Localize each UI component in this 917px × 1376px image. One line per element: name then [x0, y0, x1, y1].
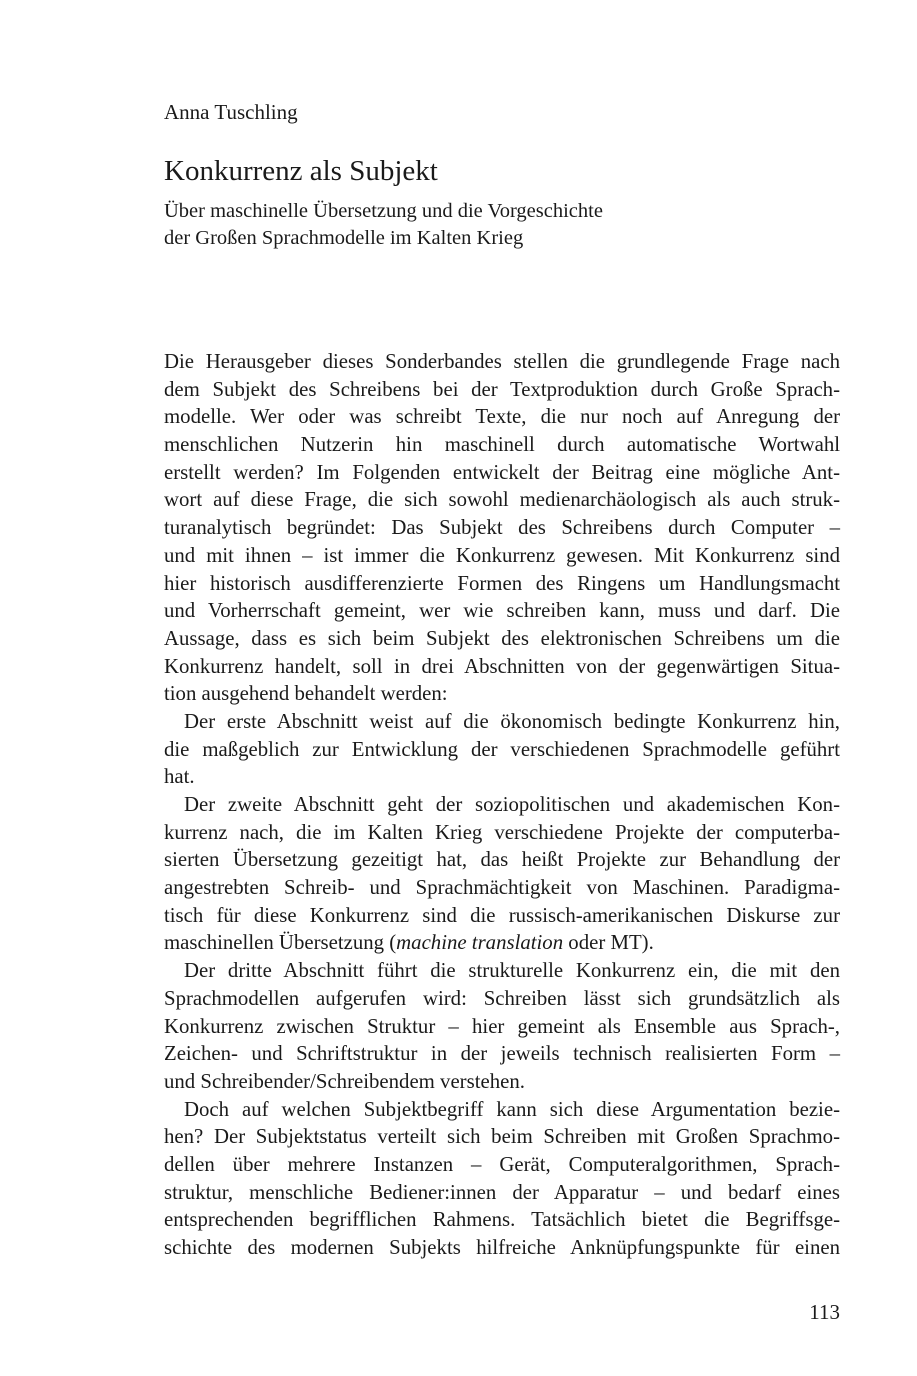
text-line: kurrenz nach, die im Kalten Krieg verschiedene Projekte der computerba-	[164, 820, 840, 844]
italic-term: machine translation	[396, 931, 564, 955]
text-line: menschlichen Nutzerin hin maschinell durch automatische Wortwahl	[164, 433, 840, 457]
author-name: Anna Tuschling	[164, 100, 298, 124]
text-line: Konkurrenz zwischen Struktur – hier gemeint als Ensemble aus Sprach-,	[164, 1014, 840, 1038]
text-line: modelle. Wer oder was schreibt Texte, die nur noch auf Anregung der	[164, 405, 840, 429]
text-line: die maßgeblich zur Entwicklung der verschiedenen Sprachmodelle geführt	[164, 737, 840, 761]
text-line: Der zweite Abschnitt geht der soziopolitischen und akademischen Kon-	[184, 793, 840, 816]
text-line: Der dritte Abschnitt führt die strukturelle Konkurrenz ein, die mit den	[184, 959, 840, 983]
text-line	[164, 929, 840, 957]
text-line: tisch für diese Konkurrenz sind die russisch-amerikanischen Diskurse zur	[164, 903, 840, 927]
text-line: erstellt werden? Im Folgenden entwickelt der Beitrag eine mögliche Ant-	[164, 460, 840, 484]
text-segment: oder MT).	[563, 931, 654, 955]
text-line: Zeichen- und Schriftstruktur in der jeweils technisch realisierten Form –	[164, 1042, 840, 1066]
text-line: hier historisch ausdifferenzierte Formen des Ringens um Handlungsmacht	[164, 571, 840, 595]
text-line: entsprechenden begrifflichen Rahmens. Tatsächlich bietet die Begriffsge-	[164, 1208, 840, 1232]
text-line: Sprachmodellen aufgerufen wird: Schreiben lässt sich grundsätzlich als	[164, 986, 840, 1010]
text-line: und Vorherrschaft gemeint, wer wie schreiben kann, muss und darf. Die	[164, 599, 840, 623]
subtitle-line: Über maschinelle Übersetzung und die Vorgeschichte	[164, 200, 603, 222]
text-line: Aussage, dass es sich beim Subjekt des elektronischen Schreibens um die	[164, 626, 840, 650]
text-line: tion ausgehend behandelt werden:	[164, 682, 448, 706]
text-line: sierten Übersetzung gezeitigt hat, das heißt Projekte zur Behandlung der	[164, 848, 840, 872]
text-line: angestrebten Schreib- und Sprachmächtigkeit von Maschinen. Paradigma-	[164, 876, 840, 900]
text-segment: maschinellen Übersetzung (	[164, 931, 397, 955]
body-text	[164, 348, 840, 1262]
text-line: wort auf diese Frage, die sich sowohl medienarchäologisch als auch struk-	[164, 488, 840, 512]
text-line: Der erste Abschnitt weist auf die ökonomisch bedingte Konkurrenz hin,	[184, 709, 840, 733]
text-line: turanalytisch begründet: Das Subjekt des Schreibens durch Computer –	[164, 516, 840, 540]
page-number: 113	[809, 1300, 840, 1324]
text-line: Doch auf welchen Subjektbegriff kann sich diese Argumentation bezie-	[184, 1097, 840, 1121]
text-line: schichte des modernen Subjekts hilfreiche Anknüpfungspunkte für einen	[164, 1236, 840, 1259]
chapter-subtitle	[164, 198, 603, 252]
text-line: dem Subjekt des Schreibens bei der Textproduktion durch Große Sprach-	[164, 377, 840, 401]
text-line: Die Herausgeber dieses Sonderbandes stellen die grundlegende Frage nach	[164, 350, 840, 373]
subtitle-line: der Großen Sprachmodelle im Kalten Krieg	[164, 227, 524, 249]
text-line: und mit ihnen – ist immer die Konkurrenz gewesen. Mit Konkurrenz sind	[164, 543, 840, 567]
text-line: hat.	[164, 765, 195, 789]
text-line: und Schreibender/Schreibendem verstehen.	[164, 1069, 525, 1093]
chapter-title: Konkurrenz als Subjekt	[164, 155, 438, 187]
text-line: hen? Der Subjektstatus verteilt sich beim Schreiben mit Großen Sprachmo-	[164, 1125, 840, 1149]
text-line: dellen über mehrere Instanzen – Gerät, Computeralgorithmen, Sprach-	[164, 1152, 840, 1176]
text-line: Konkurrenz handelt, soll in drei Abschnitten von der gegenwärtigen Situa-	[164, 654, 840, 678]
text-line: struktur, menschliche Bediener:innen der Apparatur – und bedarf eines	[164, 1180, 840, 1204]
